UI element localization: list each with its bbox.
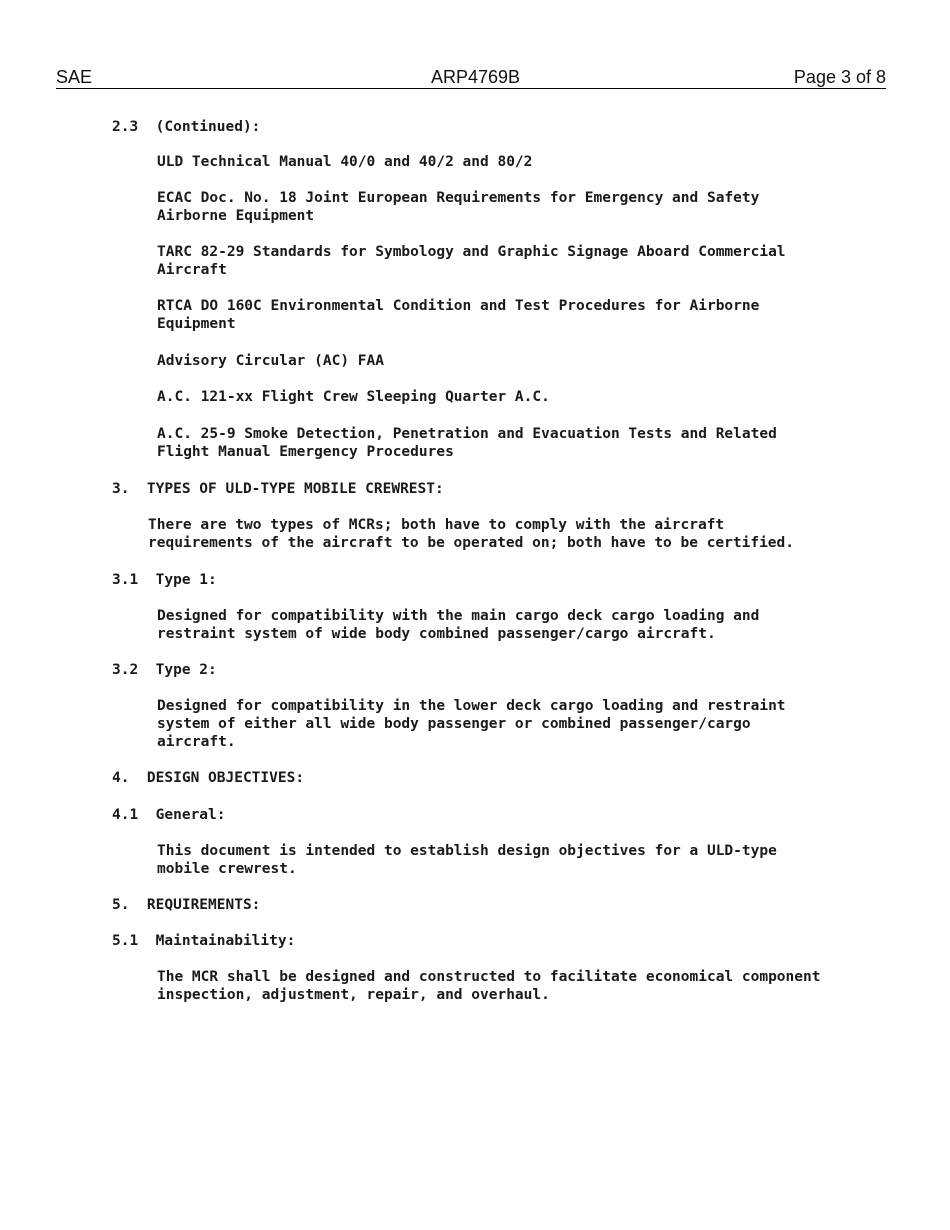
section-heading: 5. REQUIREMENTS: [112,897,261,913]
paragraph-line: This document is intended to establish design objectives for a ULD-type [157,843,777,859]
paragraph-line: system of either all wide body passenger or combined passenger/cargo [157,716,751,732]
header-page-number: Page 3 of 8 [793,67,886,87]
section-heading: 4.1 General: [112,807,226,823]
reference-item: ECAC Doc. No. 18 Joint European Requirements for Emergency and Safety [157,190,760,206]
section-heading: 3. TYPES OF ULD-TYPE MOBILE CREWREST: [112,481,444,497]
section-heading: 5.1 Maintainability: [112,933,296,949]
reference-item: Flight Manual Emergency Procedures [157,444,454,460]
section-heading: 2.3 (Continued): [112,119,261,135]
paragraph-line: restraint system of wide body combined passenger/cargo aircraft. [157,626,716,642]
reference-item: A.C. 25-9 Smoke Detection, Penetration and Evacuation Tests and Related [157,426,777,442]
reference-item: A.C. 121-xx Flight Crew Sleeping Quarter A.C. [157,389,550,405]
paragraph-line: Designed for compatibility with the main cargo deck cargo loading and [157,608,760,624]
header-organization: SAE [56,67,93,87]
paragraph-line: The MCR shall be designed and constructed to facilitate economical component [157,969,821,985]
reference-item: ULD Technical Manual 40/0 and 40/2 and 80/2 [157,154,533,170]
section-heading: 4. DESIGN OBJECTIVES: [112,770,305,786]
page-header [56,66,886,89]
paragraph-line: aircraft. [157,734,236,750]
reference-item: Advisory Circular (AC) FAA [157,353,384,369]
paragraph-line: Designed for compatibility in the lower deck cargo loading and restraint [157,698,786,714]
reference-item: Aircraft [157,262,227,278]
section-heading: 3.2 Type 2: [112,662,217,678]
reference-item: RTCA DO 160C Environmental Condition and Test Procedures for Airborne [157,298,760,314]
header-document-number: ARP4769B [431,67,521,87]
paragraph-line: requirements of the aircraft to be operated on; both have to be certified. [148,535,795,551]
paragraph-line: There are two types of MCRs; both have to comply with the aircraft [148,517,725,533]
section-heading: 3.1 Type 1: [112,572,217,588]
paragraph-line: mobile crewrest. [157,861,297,877]
reference-item: TARC 82-29 Standards for Symbology and Graphic Signage Aboard Commercial [157,244,786,260]
reference-item: Equipment [157,316,236,332]
reference-item: Airborne Equipment [157,208,315,224]
paragraph-line: inspection, adjustment, repair, and overhaul. [157,987,550,1003]
